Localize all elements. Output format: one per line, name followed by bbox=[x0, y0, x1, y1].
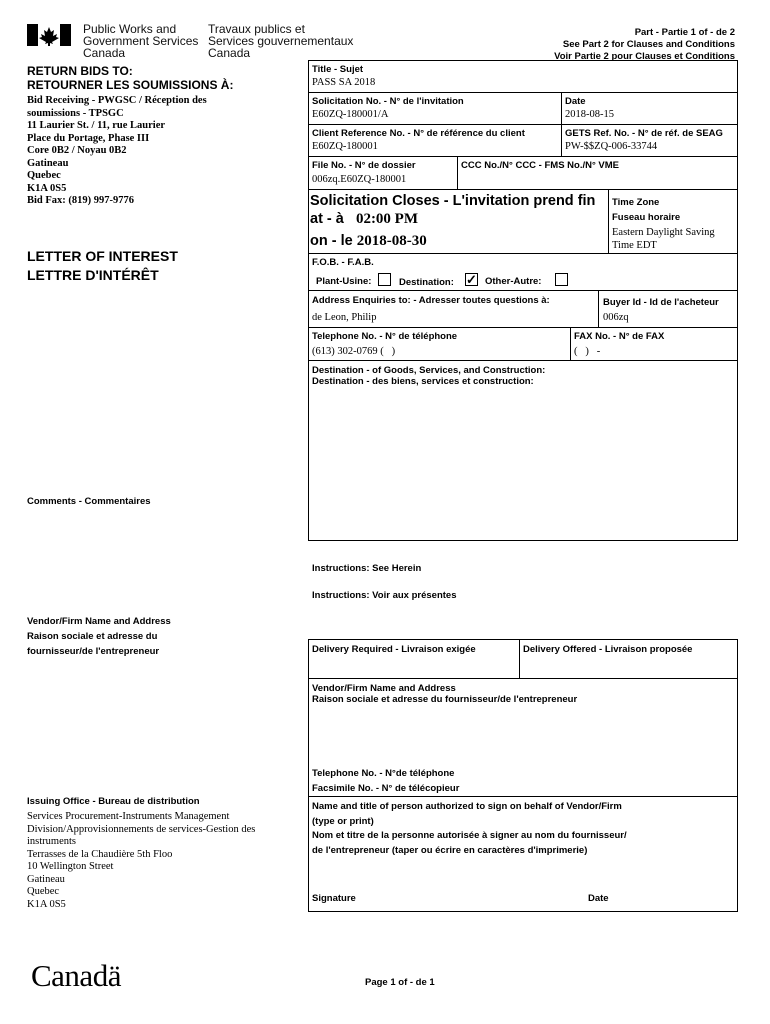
telephone-value: (613) 302-0769 ( ) bbox=[312, 346, 396, 357]
fax-value: ( ) - bbox=[574, 346, 601, 357]
time-zone-value: Eastern Daylight Saving Time EDT bbox=[612, 227, 715, 251]
plant-label: Plant-Usine: bbox=[316, 276, 372, 287]
buyer-id-value: 006zq bbox=[603, 312, 629, 323]
department-name-fr: Travaux publics et Services gouvernementaux Canada bbox=[208, 22, 354, 60]
solicitation-number-label: Solicitation No. - N° de l'invitation bbox=[312, 96, 464, 107]
comments-label: Comments - Commentaires bbox=[27, 496, 151, 507]
solicitation-closes-title: Solicitation Closes - L'invitation prend fin bbox=[310, 193, 596, 209]
vendor-phone-fax-label: Telephone No. - N°de téléphone Facsimile No. - N° de télécopieur bbox=[312, 768, 460, 794]
canada-wordmark: Canadä bbox=[31, 958, 121, 993]
issuing-office-address: Services Procurement-Instruments Management Division/Approvisionnements de services-Gestion des instruments Terrasses de la Chaudière 5th Floo 10 Wellington Street Gatineau Quebec K1A 0S5 bbox=[27, 811, 256, 910]
gets-reference-value: PW-$$ZQ-006-33744 bbox=[565, 141, 658, 152]
buyer-id-label: Buyer Id - Id de l'acheteur bbox=[603, 297, 719, 308]
authorized-person-label: Name and title of person authorized to sign on behalf of Vendor/Firm (type or print) Nom et titre de la personne autorisée à signer au nom du fournisseur/ de l'entrepreneur (taper ou écrire en caractères d'imprimerie) bbox=[312, 801, 627, 856]
return-bids-address: Bid Receiving - PWGSC / Réception des soumissions - TPSGC 11 Laurier St. / 11, rue Laurier Place du Portage, Phase III Core 0B2 / Noyau 0B2 Gatineau Quebec K1A 0S5 Bid Fax: (819) 997-9776 bbox=[27, 95, 207, 206]
client-reference-label: Client Reference No. - N° de référence du client bbox=[312, 128, 525, 139]
signature-label: Signature bbox=[312, 893, 356, 904]
file-number-value: 006zq.E60ZQ-180001 bbox=[312, 174, 407, 185]
return-bids-title: RETURN BIDS TO: RETOURNER LES SOUMISSIONS À: bbox=[27, 64, 234, 92]
time-zone-label: Time Zone Fuseau horaire bbox=[612, 197, 681, 223]
destination-goods-label: Destination - of Goods, Services, and Construction: Destination - des biens, services et construction: bbox=[312, 365, 546, 387]
title-value: PASS SA 2018 bbox=[312, 77, 376, 88]
letter-of-interest-title: LETTER OF INTEREST LETTRE D'INTÉRÊT bbox=[27, 248, 178, 283]
address-enquiries-label: Address Enquiries to: - Adresser toutes questions à: bbox=[312, 295, 550, 306]
vendor-name-address-label: Vendor/Firm Name and Address Raison sociale et adresse du fournisseur/de l'entrepreneur bbox=[27, 616, 171, 657]
date-value: 2018-08-15 bbox=[565, 109, 614, 120]
closing-time-row bbox=[310, 211, 418, 228]
canada-flag-icon bbox=[27, 24, 71, 46]
instructions-fr: Instructions: Voir aux présentes bbox=[312, 590, 457, 601]
closing-time: 02:00 PM bbox=[355, 211, 419, 227]
other-label: Other-Autre: bbox=[485, 276, 542, 287]
telephone-label: Telephone No. - N° de téléphone bbox=[312, 331, 458, 342]
instructions-en: Instructions: See Herein bbox=[312, 563, 422, 574]
fob-label: F.O.B. - F.A.B. bbox=[312, 257, 374, 268]
destination-label: Destination: bbox=[399, 277, 454, 288]
delivery-offered-label: Delivery Offered - Livraison proposée bbox=[523, 644, 693, 655]
issuing-office-title: Issuing Office - Bureau de distribution bbox=[27, 796, 200, 807]
on-label: on - le bbox=[310, 233, 353, 249]
signature-date-label: Date bbox=[588, 893, 609, 904]
title-label: Title - Sujet bbox=[312, 64, 364, 75]
fax-label: FAX No. - N° de FAX bbox=[574, 331, 665, 342]
client-reference-value: E60ZQ-180001 bbox=[312, 141, 378, 152]
closing-date: 2018-08-30 bbox=[356, 233, 427, 249]
date-label: Date bbox=[565, 96, 586, 107]
department-name-en: Public Works and Government Services Canada bbox=[83, 22, 199, 60]
address-enquiries-value: de Leon, Philip bbox=[312, 312, 377, 323]
plant-checkbox[interactable] bbox=[378, 273, 391, 286]
page-number: Page 1 of - de 1 bbox=[365, 977, 435, 988]
other-checkbox[interactable] bbox=[555, 273, 568, 286]
file-number-label: File No. - N° de dossier bbox=[312, 160, 416, 171]
delivery-required-label: Delivery Required - Livraison exigée bbox=[312, 644, 476, 655]
destination-checkbox[interactable]: ✓ bbox=[466, 272, 477, 287]
part-indicator: Part - Partie 1 of - de 2 See Part 2 for Clauses and Conditions Voir Partie 2 pour Clauses et Conditions bbox=[554, 27, 735, 62]
solicitation-number-value: E60ZQ-180001/A bbox=[312, 109, 389, 120]
gets-reference-label: GETS Ref. No. - N° de réf. de SEAG bbox=[565, 128, 723, 139]
ccc-number-label: CCC No./N° CCC - FMS No./N° VME bbox=[461, 160, 620, 171]
vendor-name-label: Vendor/Firm Name and Address Raison sociale et adresse du fournisseur/de l'entrepreneur bbox=[312, 683, 578, 705]
at-label: at - à bbox=[310, 211, 344, 227]
closing-date-row bbox=[310, 233, 427, 250]
